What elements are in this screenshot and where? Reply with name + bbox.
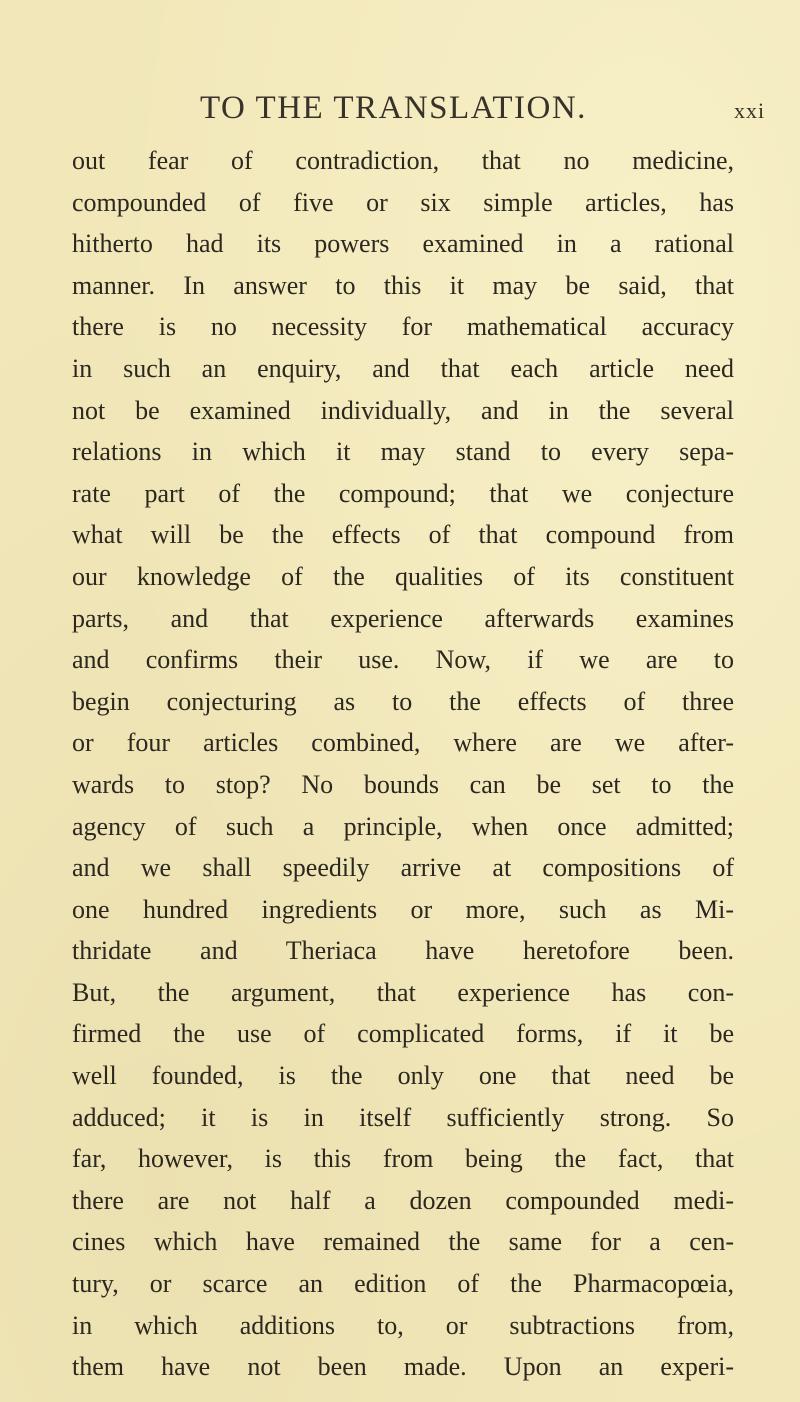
- text-line: there are not half a dozen compounded medi-: [72, 1185, 734, 1215]
- text-line: compounded of five or six simple articles, has: [72, 187, 734, 217]
- text-line: and confirms their use. Now, if we are to: [72, 645, 734, 675]
- text-line: in such an enquiry, and that each article need: [72, 353, 734, 383]
- text-line: or four articles combined, where are we after-: [72, 728, 734, 758]
- text-line: one hundred ingredients or more, such as Mi-: [72, 894, 734, 924]
- text-line: rate part of the compound; that we conjecture: [72, 478, 734, 508]
- text-line: well founded, is the only one that need be: [72, 1061, 734, 1091]
- text-line: agency of such a principle, when once admitted;: [72, 811, 734, 841]
- text-line: hitherto had its powers examined in a rational: [72, 229, 734, 259]
- text-line: out fear of contradiction, that no medicine,: [72, 146, 734, 175]
- text-line: manner. In answer to this it may be said, that: [72, 270, 734, 300]
- text-line: and we shall speedily arrive at compositions of: [72, 853, 734, 883]
- text-line: in which additions to, or subtractions from,: [72, 1310, 734, 1340]
- text-line: But, the argument, that experience has con-: [72, 977, 734, 1007]
- text-line: far, however, is this from being the fact, that: [72, 1144, 734, 1174]
- text-line: firmed the use of complicated forms, if it be: [72, 1019, 734, 1049]
- text-line: begin conjecturing as to the effects of three: [72, 686, 734, 716]
- running-title: TO THE TRANSLATION.: [200, 90, 587, 126]
- text-line: wards to stop? No bounds can be set to the: [72, 769, 734, 799]
- text-line: them have not been made. Upon an experi-: [72, 1352, 734, 1382]
- text-line: our knowledge of the qualities of its constituent: [72, 561, 734, 591]
- text-line: thridate and Theriaca have heretofore been.: [72, 936, 734, 966]
- text-line: cines which have remained the same for a cen-: [72, 1227, 734, 1257]
- text-line: parts, and that experience afterwards examines: [72, 603, 734, 633]
- text-line: what will be the effects of that compound from: [72, 520, 734, 550]
- text-line: adduced; it is in itself sufficiently strong. So: [72, 1102, 734, 1132]
- body-text: [72, 140, 734, 1388]
- running-head: [0, 90, 800, 130]
- text-line: not be examined individually, and in the several: [72, 395, 734, 425]
- text-line: tury, or scarce an edition of the Pharmacopœia,: [72, 1269, 734, 1299]
- text-line: relations in which it may stand to every sepa-: [72, 437, 734, 467]
- page-number: xxi: [734, 98, 766, 123]
- text-line: there is no necessity for mathematical accuracy: [72, 312, 734, 342]
